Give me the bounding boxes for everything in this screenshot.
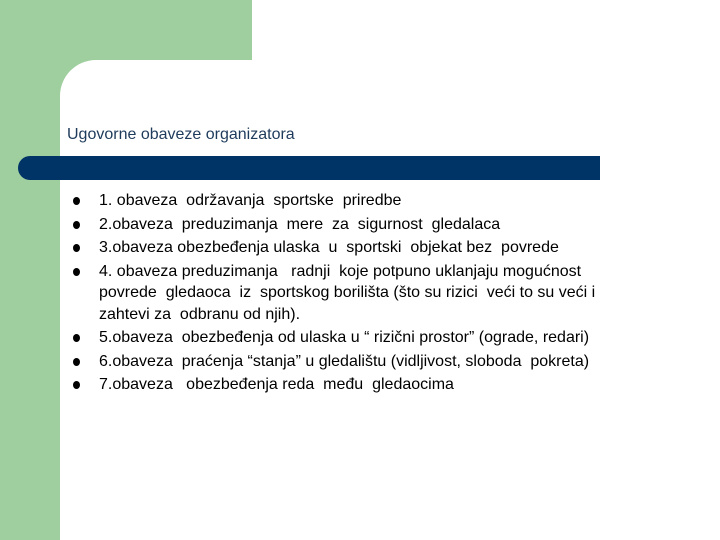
list-item — [70, 190, 670, 212]
list-item-text: 2.obaveza preduzimanja mere za sigurnost gledalaca — [99, 215, 501, 233]
round-bullet-icon — [73, 381, 80, 389]
round-bullet-icon — [73, 268, 80, 276]
list-item-text: 4. obaveza preduzimanja radnji koje potpuno uklanjaju mogućnost povrede gledaoca iz sportskog borilišta (što su rizici veći to su veći i zahtevi za odbranu od njih). — [99, 262, 596, 323]
list-item-text: 7.obaveza obezbeđenja reda među gledaocima — [99, 376, 454, 393]
title-divider — [18, 156, 600, 180]
list-item-text: 1. obaveza održavanja sportske priredbe — [99, 192, 402, 209]
list-item — [70, 374, 670, 396]
list-item — [70, 351, 670, 373]
round-bullet-icon — [73, 244, 80, 252]
round-bullet-icon — [73, 221, 80, 229]
round-bullet-icon — [73, 334, 80, 342]
list-item — [70, 261, 670, 326]
round-bullet-icon — [73, 358, 80, 366]
list-item — [70, 327, 670, 349]
bullet-list — [70, 190, 670, 396]
slide-title: Ugovorne obaveze organizatora — [67, 126, 295, 143]
list-item — [70, 214, 670, 236]
accent-bar-left — [0, 0, 60, 540]
list-item-text: 6.obaveza praćenja “stanja” u gledalištu (vidljivost, sloboda pokreta) — [99, 352, 590, 370]
round-bullet-icon — [73, 197, 80, 205]
list-item — [70, 237, 670, 259]
list-item-text: 3.obaveza obezbeđenja ulaska u sportski objekat bez povrede — [99, 239, 559, 256]
list-item-text: 5.obaveza obezbeđenja od ulaska u “ rizični prostor” (ograde, redari) — [99, 329, 590, 346]
